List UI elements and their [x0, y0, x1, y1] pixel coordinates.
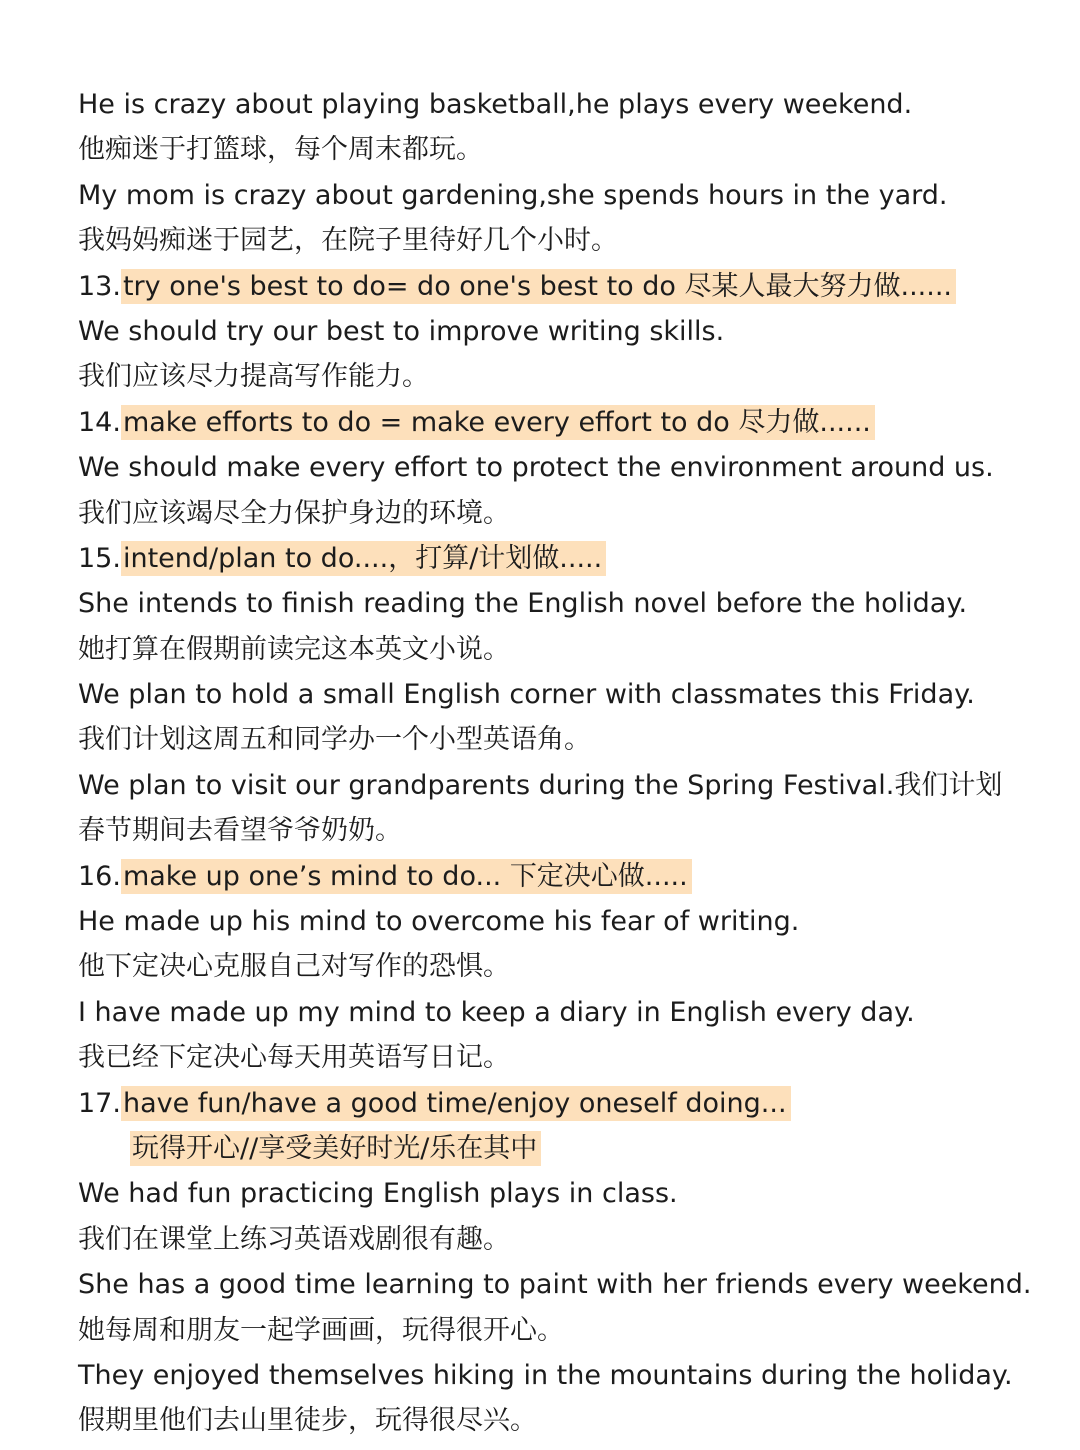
item-number: 13. [78, 270, 121, 302]
sentence-zh: 她打算在假期前读完这本英文小说。 [78, 633, 510, 665]
sentence-zh: 我们应该尽力提高写作能力。 [78, 361, 429, 393]
sentence-zh: 他下定决心克服自己对写作的恐惧。 [78, 951, 510, 983]
sentence-en: We plan to hold a small English corner with classmates this Friday. [78, 679, 975, 711]
sentence-en: He made up his mind to overcome his fear of writing. [78, 906, 800, 938]
sentence-en: We had fun practicing English plays in class. [78, 1178, 678, 1210]
item-number: 17. [78, 1087, 121, 1119]
sentence-zh: 假期里他们去山里徒步，玩得很尽兴。 [78, 1405, 537, 1437]
highlighted-phrase: have fun/have a good time/enjoy oneself doing... [121, 1086, 791, 1121]
phrase-heading-13 [78, 264, 1038, 309]
sentence-zh: 他痴迷于打篮球，每个周末都玩。 [78, 134, 483, 166]
phrase-heading-17-translation [78, 1126, 1038, 1171]
sentence-en: He is crazy about playing basketball,he plays every weekend. [78, 89, 913, 120]
highlighted-phrase: make up one’s mind to do... 下定决心做..... [121, 859, 692, 894]
sentence-en: We should make every effort to protect the environment around us. [78, 452, 994, 484]
sentence-en: She intends to finish reading the English novel before the holiday. [78, 588, 968, 620]
sentence-en: My mom is crazy about gardening,she spends hours in the yard. [78, 179, 948, 211]
item-number: 14. [78, 406, 121, 438]
sentence-zh: 春节期间去看望爷爷奶奶。 [78, 815, 402, 847]
sentence-zh: 我们在课堂上练习英语戏剧很有趣。 [78, 1223, 510, 1255]
highlighted-phrase: try one's best to do= do one's best to do 尽某人最大努力做...... [121, 269, 956, 304]
sentence-en: She has a good time learning to paint with her friends every weekend. [78, 1269, 1032, 1301]
sentence-en: We should try our best to improve writing skills. [78, 315, 725, 347]
sentence-zh: 她每周和朋友一起学画画，玩得很开心。 [78, 1314, 564, 1346]
sentence-zh: 我们计划这周五和同学办一个小型英语角。 [78, 724, 591, 756]
highlighted-phrase: make efforts to do = make every effort to do 尽力做...... [121, 405, 875, 440]
sentence-en: We plan to visit our grandparents during the Spring Festival.我们计划 [78, 769, 1003, 801]
sentence-zh: 我已经下定决心每天用英语写日记。 [78, 1042, 510, 1074]
item-number: 15. [78, 542, 121, 574]
phrase-heading-16 [78, 854, 1038, 899]
sentence-en: I have made up my mind to keep a diary in English every day. [78, 996, 915, 1028]
highlighted-phrase: intend/plan to do....，打算/计划做..... [121, 541, 606, 576]
highlighted-phrase: 玩得开心//享受美好时光/乐在其中 [130, 1131, 541, 1166]
sentence-zh: 我们应该竭尽全力保护身边的环境。 [78, 497, 510, 529]
sentence-zh: 我妈妈痴迷于园艺，在院子里待好几个小时。 [78, 225, 618, 257]
sentence-en: They enjoyed themselves hiking in the mountains during the holiday. [78, 1359, 1013, 1391]
item-number: 16. [78, 860, 121, 892]
text-lines [78, 82, 1038, 1444]
phrase-heading-14 [78, 400, 1038, 445]
phrase-heading-15 [78, 536, 1038, 581]
phrase-heading-17 [78, 1081, 1038, 1126]
